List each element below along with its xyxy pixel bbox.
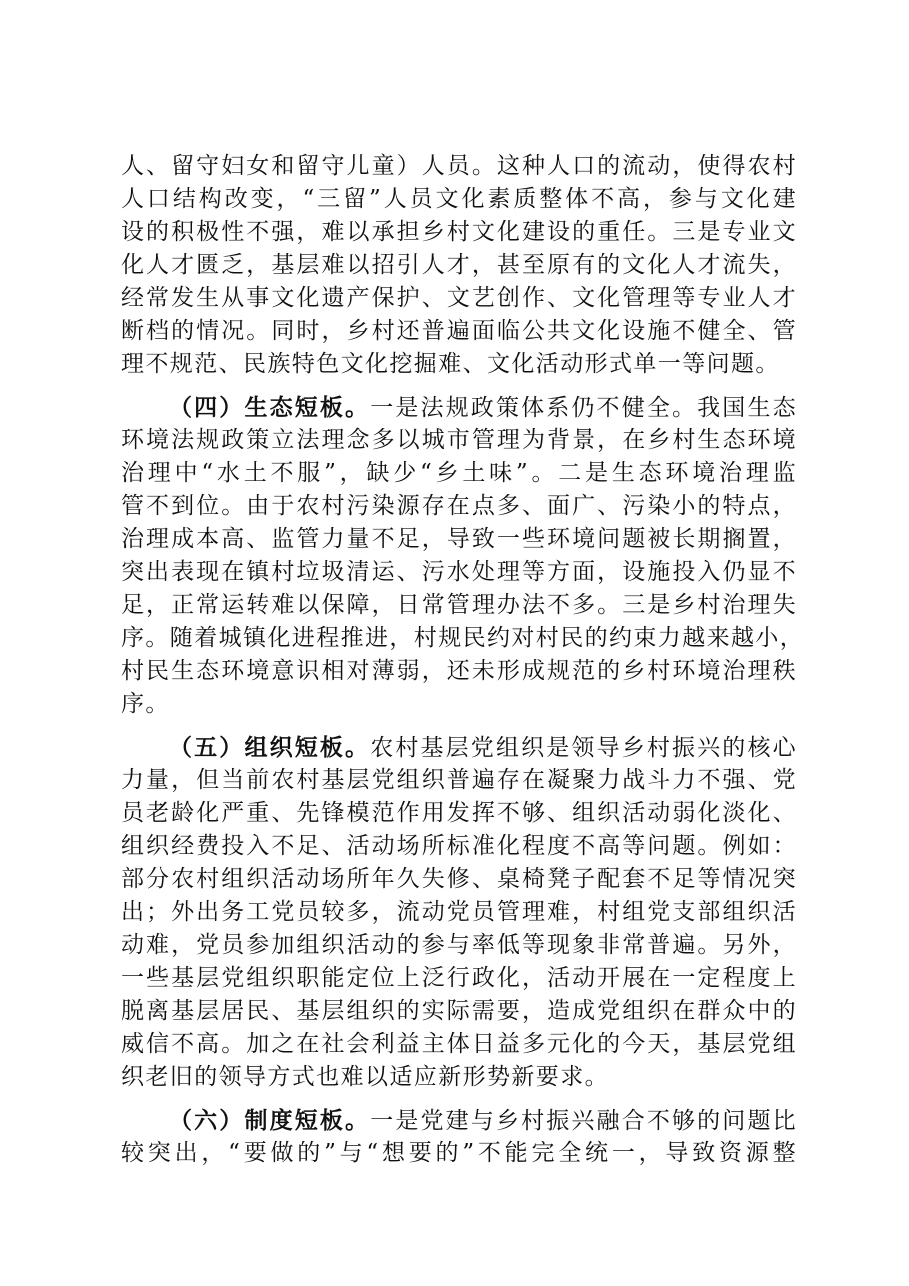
section-heading: （六）制度短板。 [169,1107,371,1134]
text-line: 断档的情况。同时，乡村还普遍面临公共文化设施不健全、管 [121,318,797,344]
text-line: 环境法规政策立法理念多以城市管理为背景，在乡村生态环境 [121,427,797,453]
text-line: 突出表现在镇村垃圾清运、污水处理等方面，设施投入仍显不 [121,559,797,585]
section-heading: （五）组织短板。 [169,734,371,761]
paragraph-text: 一是党建与乡村振兴融合不够的问题比 [370,1108,797,1134]
text-line: 设的积极性不强，难以承担乡村文化建设的重任。三是专业文 [121,219,797,245]
paragraph-gap [121,721,797,731]
text-line: 力量，但当前农村基层党组织普遍存在凝聚力战斗力不强、党 [121,767,797,793]
text-line: 一些基层党组织职能定位上泛行政化，活动开展在一定程度上 [121,965,797,991]
text-line: 组织经费投入不足、活动场所标准化程度不高等问题。例如： [121,833,797,859]
p-ecology [121,391,805,721]
p-institution [121,1104,797,1170]
paragraph-first-line [121,1104,797,1137]
text-line: 脱离基层居民、基层组织的实际需要，造成党组织在群众中的 [121,998,797,1024]
text-line: 管不到位。由于农村污染源存在点多、面广、污染小的特点， [121,493,797,519]
p-culture-continued [121,150,797,381]
document-body [121,150,805,1170]
p-organization [121,731,797,1094]
paragraph-text: 农村基层党组织是领导乡村振兴的核心 [370,735,797,761]
text-line: 织老旧的领导方式也难以适应新形势新要求。 [121,1064,609,1090]
text-line: 治理成本高、监管力量不足，导致一些环境问题被长期搁置， [121,526,797,552]
text-line: 经常发生从事文化遗产保护、文艺创作、文化管理等专业人才 [121,285,797,311]
text-line: 动难，党员参加组织活动的参与率低等现象非常普遍。另外， [121,932,797,958]
text-line: 理不规范、民族特色文化挖掘难、文化活动形式单一等问题。 [121,351,780,377]
paragraph-gap [121,381,797,391]
text-line: 员老龄化严重、先锋模范作用发挥不够、组织活动弱化淡化、 [121,800,797,826]
text-line: 出；外出务工党员较多，流动党员管理难，村组党支部组织活 [121,899,797,925]
paragraph-first-line [121,391,797,424]
text-line: 足，正常运转难以保障，日常管理办法不多。三是乡村治理失 [121,592,797,618]
text-line: 人、留守妇女和留守儿童）人员。这种人口的流动，使得农村 [121,153,797,179]
text-line: 治理中“水土不服”，缺少“乡土味”。二是生态环境治理监 [121,460,797,486]
paragraph-first-line [121,731,797,764]
text-line: 序。随着城镇化进程推进，村规民约对村民的约束力越来越小， [121,625,805,651]
text-line: 部分农村组织活动场所年久失修、桌椅凳子配套不足等情况突 [121,866,797,892]
text-line: 村民生态环境意识相对薄弱，还未形成规范的乡村环境治理秩 [121,658,797,684]
text-line: 人口结构改变，“三留”人员文化素质整体不高，参与文化建 [121,186,797,212]
text-line: 较突出，“要做的”与“想要的”不能完全统一，导致资源整 [121,1140,797,1166]
paragraph-text: 一是法规政策体系仍不健全。我国生态 [370,395,797,421]
paragraph-gap [121,1094,797,1104]
text-line: 威信不高。加之在社会利益主体日益多元化的今天，基层党组 [121,1031,797,1057]
text-line: 序。 [121,691,170,717]
section-heading: （四）生态短板。 [169,394,371,421]
text-line: 化人才匮乏，基层难以招引人才，甚至原有的文化人才流失， [121,252,797,278]
